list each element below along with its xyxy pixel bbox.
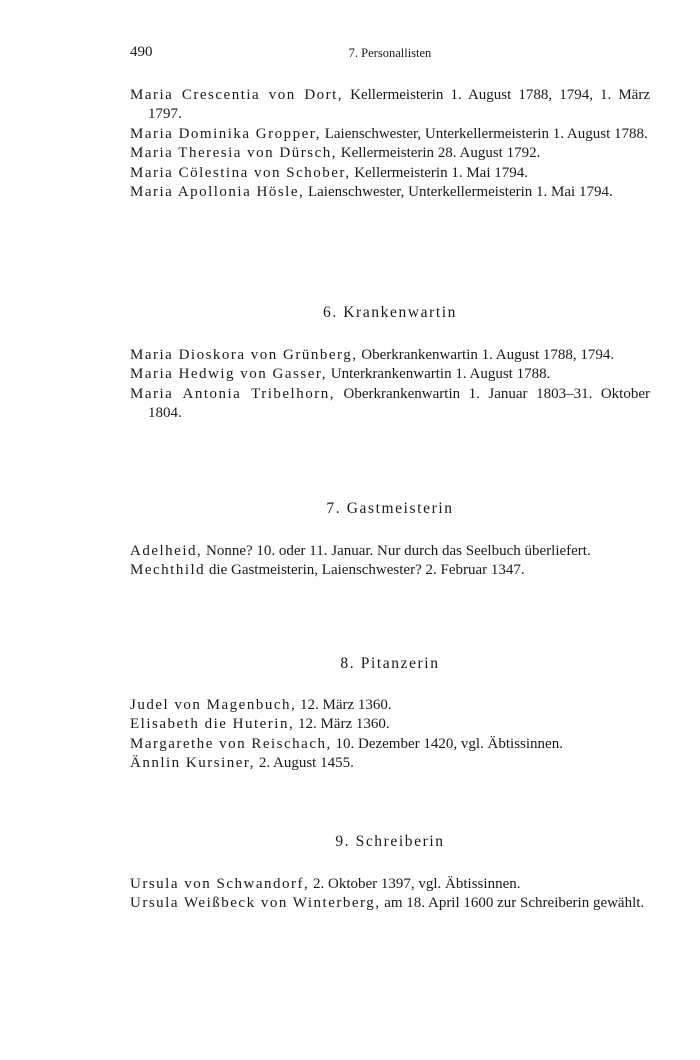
person-name: Maria Dioskora von Grünberg, <box>130 347 358 363</box>
list-item <box>130 715 650 734</box>
entry-details: Oberkrankenwartin 1. August 1788, 1794. <box>357 347 615 363</box>
person-name: Maria Hedwig von Gasser, <box>130 366 328 383</box>
entry-details: 12. März 1360. <box>296 697 392 713</box>
person-name: Ursula Weißbeck von Winterberg, <box>130 895 381 912</box>
entry-details: Oberkrankenwartin 1. Januar 1803–31. Oktober 1804. <box>148 385 650 422</box>
entry-list-pitanzerin <box>130 696 650 774</box>
person-name: Ursula von Schwandorf, <box>130 876 310 892</box>
running-title: 7. Personallisten <box>348 46 432 60</box>
list-item <box>130 542 650 561</box>
list-item <box>130 875 650 894</box>
section-title-gastmeisterin: 7. Gastmeisterin <box>326 500 454 517</box>
person-name: Maria Dominika Gropper, <box>130 125 321 142</box>
list-item <box>130 86 650 125</box>
person-name: Margarethe von Reischach, <box>130 735 332 752</box>
entry-details: Laienschwester, Unterkellermeisterin 1. Mai 1794. <box>304 184 613 201</box>
entry-list-kellermeisterin <box>130 86 650 202</box>
list-item <box>130 346 650 365</box>
list-item <box>130 365 650 384</box>
page-number: 490 <box>130 44 153 60</box>
page-header <box>130 44 650 66</box>
person-name: Adelheid, <box>130 543 203 559</box>
list-item <box>130 561 650 580</box>
list-item <box>130 125 650 144</box>
person-name: Maria Cölestina von Schober, <box>130 164 351 181</box>
entry-list-gastmeisterin <box>130 542 650 581</box>
entry-details: Kellermeisterin 28. August 1792. <box>337 145 541 162</box>
section-title-schreiberin: 9. Schreiberin <box>335 833 445 850</box>
person-name: Mechthild <box>130 562 206 579</box>
entry-details: am 18. April 1600 zur Schreiberin gewählt. <box>380 895 645 912</box>
entry-details: 2. August 1455. <box>255 755 354 772</box>
entry-details: 12. März 1360. <box>294 716 390 733</box>
list-item <box>130 385 650 424</box>
list-item <box>130 894 650 913</box>
list-item <box>130 754 650 773</box>
person-name: Maria Antonia Tribelhorn, <box>130 385 335 402</box>
list-item <box>130 144 650 163</box>
person-name: Maria Apollonia Hösle, <box>130 184 305 201</box>
entry-details: 10. Dezember 1420, vgl. Äbtissinnen. <box>331 735 563 752</box>
entry-details: Laienschwester, Unterkellermeisterin 1. August 1788. <box>320 125 648 142</box>
person-name: Judel von Magenbuch, <box>130 697 297 713</box>
entry-details: die Gastmeisterin, Laienschwester? 2. Februar 1347. <box>205 562 525 579</box>
entry-details: 2. Oktober 1397, vgl. Äbtissinnen. <box>309 876 521 892</box>
person-name: Elisabeth die Huterin, <box>130 716 295 733</box>
person-name: Ännlin Kursiner, <box>130 755 256 772</box>
section-title-pitanzerin: 8. Pitanzerin <box>340 655 440 672</box>
section-title-krankenwartin: 6. Krankenwartin <box>322 304 458 321</box>
entry-details: Kellermeisterin 1. Mai 1794. <box>350 164 528 181</box>
list-item <box>130 735 650 754</box>
entry-list-schreiberin <box>130 875 650 914</box>
entry-list-krankenwartin <box>130 346 650 424</box>
entry-details: Unterkrankenwartin 1. August 1788. <box>327 366 551 383</box>
list-item <box>130 164 650 183</box>
entry-details: Kellermeisterin 1. August 1788, 1794, 1. März 1797. <box>148 87 650 123</box>
list-item <box>130 696 650 715</box>
person-name: Maria Crescentia von Dort, <box>130 87 344 103</box>
entry-details: Nonne? 10. oder 11. Januar. Nur durch das Seelbuch überliefert. <box>202 543 591 559</box>
list-item <box>130 183 650 202</box>
person-name: Maria Theresia von Dürsch, <box>130 145 338 162</box>
